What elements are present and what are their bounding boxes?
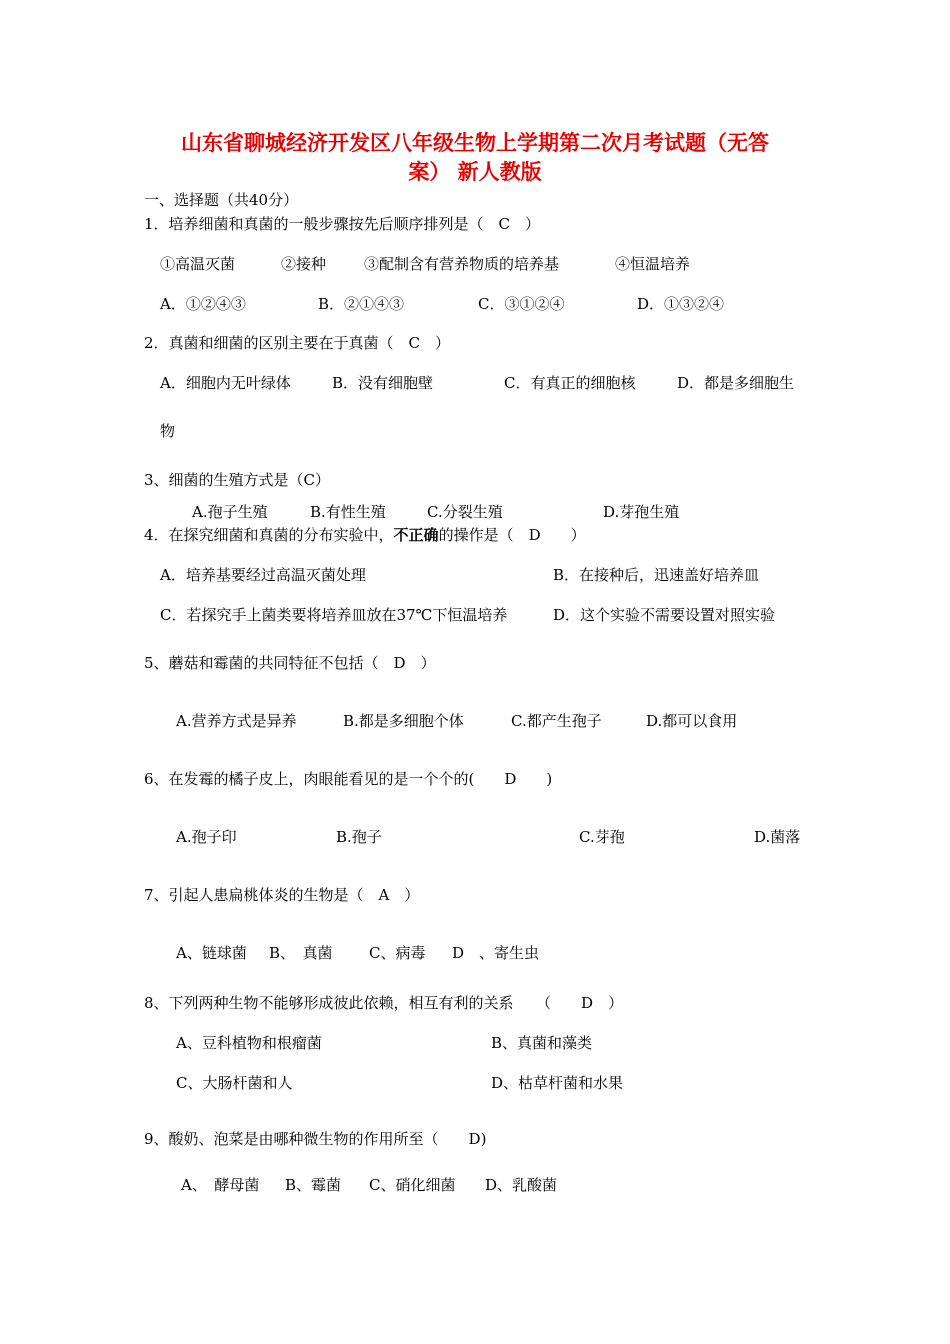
question-7-option-d: D 、寄生虫 — [452, 944, 540, 962]
question-8-stem: 8、下列两种生物不能够形成彼此依赖，相互有利的关系 （ D ） — [144, 994, 624, 1012]
question-8-option-a: A、豆科植物和根瘤菌 — [176, 1034, 322, 1052]
exam-title-line-2: 案） 新人教版 — [408, 159, 542, 184]
question-2-stem: 2．真菌和细菌的区别主要在于真菌（ C ） — [144, 334, 451, 352]
question-5-stem: 5、蘑菇和霉菌的共同特征不包括（ D ） — [144, 654, 436, 672]
question-5-option-d: D.都可以食用 — [646, 712, 738, 730]
question-2-option-d-wrap: 物 — [160, 422, 176, 440]
question-8-option-d: D、枯草杆菌和水果 — [491, 1074, 624, 1092]
question-9-option-d: D、乳酸菌 — [485, 1176, 558, 1194]
question-5-option-c: C.都产生孢子 — [511, 712, 602, 730]
question-1-option-b: B．②①④③ — [318, 295, 405, 313]
question-9-stem: 9、酸奶、泡菜是由哪种微生物的作用所至（ D) — [144, 1130, 487, 1148]
question-4-option-c: C．若探究手上菌类要将培养皿放在37℃下恒温培养 — [160, 606, 508, 624]
question-5-option-b: B.都是多细胞个体 — [343, 712, 464, 730]
question-8-option-c: C、大肠杆菌和人 — [176, 1074, 293, 1092]
question-4-option-b: B．在接种后，迅速盖好培养皿 — [553, 566, 760, 584]
question-6-option-d: D.菌落 — [754, 828, 801, 846]
question-5-option-a: A.营养方式是异养 — [176, 712, 297, 730]
question-3-option-b: B.有性生殖 — [310, 503, 386, 521]
question-3-option-a: A.孢子生殖 — [192, 503, 268, 521]
question-8-option-b: B、真菌和藻类 — [491, 1034, 593, 1052]
question-3-stem: 3、细菌的生殖方式是（C） — [144, 471, 331, 489]
question-4-option-a: A．培养基要经过高温灭菌处理 — [160, 566, 366, 584]
section-heading: 一、选择题（共40分） — [144, 191, 299, 209]
question-2-option-a: A．细胞内无叶绿体 — [160, 374, 291, 392]
question-6-option-c: C.芽孢 — [579, 828, 625, 846]
question-6-stem: 6、在发霉的橘子皮上，肉眼能看见的是一个个的( D ) — [144, 770, 553, 788]
question-2-option-d: D．都是多细胞生 — [677, 374, 795, 392]
question-1-option-a: A．①②④③ — [160, 295, 246, 313]
question-4-stem — [144, 525, 586, 545]
question-7-option-a: A、链球菌 — [176, 944, 247, 962]
exam-title-line-1: 山东省聊城经济开发区八年级生物上学期第二次月考试题（无答 — [181, 130, 769, 155]
question-1-step: ①高温灭菌 — [160, 255, 236, 273]
question-4-stem-start: 4．在探究细菌和真菌的分布实验中， — [144, 526, 394, 544]
question-1-step: ④恒温培养 — [615, 255, 691, 273]
question-2-option-c: C．有真正的细胞核 — [504, 374, 636, 392]
question-9-option-a: A、 酵母菌 — [181, 1176, 260, 1194]
question-1-step: ③配制含有营养物质的培养基 — [364, 255, 560, 273]
question-7-option-b: B、 真菌 — [269, 944, 333, 962]
question-2-option-b: B．没有细胞壁 — [332, 374, 434, 392]
question-4-stem-emphasis: 不正确 — [393, 526, 439, 544]
question-9-option-c: C、硝化细菌 — [369, 1176, 456, 1194]
question-4-option-d: D．这个实验不需要设置对照实验 — [553, 606, 776, 624]
question-9-option-b: B、霉菌 — [285, 1176, 342, 1194]
question-7-option-c: C、病毒 — [369, 944, 426, 962]
question-7-stem: 7、引起人患扁桃体炎的生物是（ A ） — [144, 886, 420, 904]
question-3-option-c: C.分裂生殖 — [427, 503, 503, 521]
question-6-option-a: A.孢子印 — [176, 828, 237, 846]
question-1-option-c: C．③①②④ — [478, 295, 565, 313]
question-4-stem-end: 的操作是（ D ） — [438, 526, 586, 544]
question-6-option-b: B.孢子 — [336, 828, 382, 846]
question-1-step: ②接种 — [281, 255, 327, 273]
question-1-stem: 1．培养细菌和真菌的一般步骤按先后顺序排列是（ C ） — [144, 215, 541, 233]
question-1-option-d: D．①③②④ — [637, 295, 725, 313]
question-3-option-d: D.芽孢生殖 — [603, 503, 680, 521]
